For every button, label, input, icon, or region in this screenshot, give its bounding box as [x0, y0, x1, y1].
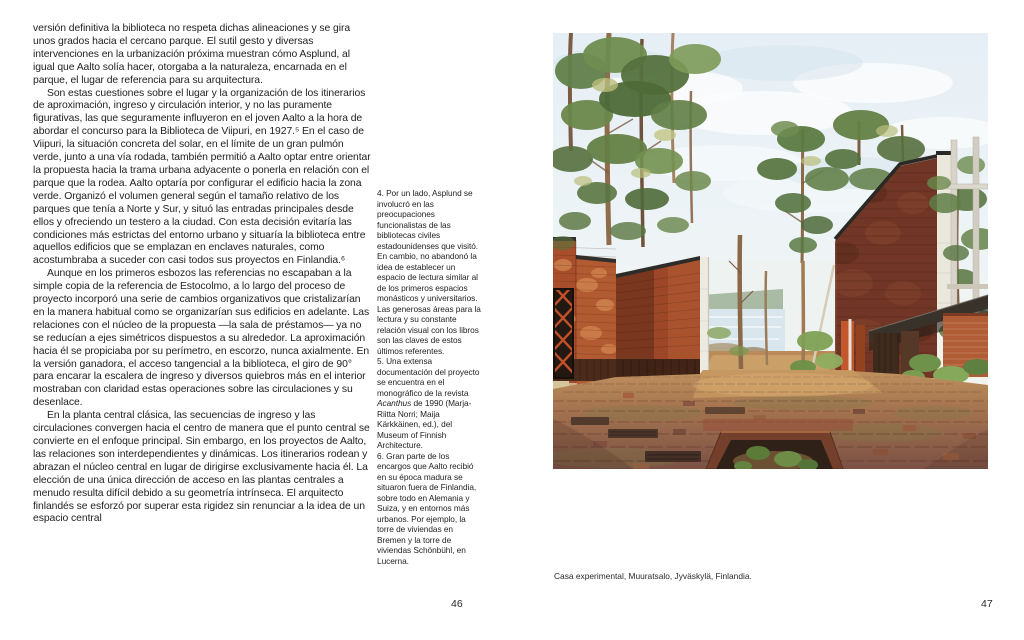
- footnote: 6. Gran parte de los encargos que Aalto recibió en su época madura se situaron fuera de Finlandia, sobre todo en Alemania y Suiza, y en entornos más urbanos. Por ejemplo, la torre de viviendas en Bremen y la torre de viviendas Schönbühl, en Lucerna.: [377, 450, 477, 566]
- body-paragraph: Aunque en los primeros esbozos las referencias no escapaban a la simple copia de la referencia de Estocolmo, a lo largo del proceso de proyecto incorporó una serie de cambios organizativos que cristalizarían en la manera habitual como se organizarían sus edificios en adelante. Las relaciones con el núcleo de la propuesta —la sala de préstamos— ya no se reducían a ejes simétricos dispuestos a su alrededor. La aproximación hacia él se propiciaba por su perímetro, en escorzo, nunca axialmente. En la versión ganadora, el acceso tangencial a la biblioteca, el giro de 90° para encarar la escalera de ingreso y diversos quiebros más en el interior mostraban con claridad estas operaciones sobre las circulaciones y su desenlace.: [33, 268, 370, 409]
- body-paragraph: Son estas cuestiones sobre el lugar y la organización de los itinerarios de aproximación, ingreso y circulación interior, y no las puramente figurativas, las que seguramente influyeron en el joven Aalto a la hora de abordar el concurso para la Biblioteca de Viipuri, en 1927.⁵ En el caso de Viipuri, la situación concreta del solar, en el límite de un gran pulmón verde, junto a una vía rodada, también permitió a Aalto optar entre orientar la propuesta hacia la trama urbana adyacente o ponerla en relación con el parque que la rodea. Aalto optaría por configurar el edificio hacia la zona verde. Organizó el volumen general según el tamaño relativo de los parques que tenía a Norte y Sur, y situó las entradas principales desde ellos y ofreciendo un testero a la ciudad. Con esta decisión evitaría las condiciones más estrictas del entorno urbano y situaría la biblioteca entre aquellos edificios que se emplazan en enclaves naturales, como acostumbraba a suceder con casi todos sus proyectos en Finlandia.⁶: [33, 87, 371, 267]
- footnote: 4. Por un lado, Asplund se involucró en las preocupaciones funcionalistas de las bibliotecas civiles estadounidenses que visitó. En cambio, no abandonó la idea de establecer un espacio de lectura similar al de los primeros espacios monásticos y universitarios. Las generosas áreas para la lectura y su constante relación visual con los libros son las claves de estos últimos referentes.: [377, 188, 481, 356]
- footnotes-column: [377, 188, 481, 566]
- white-pillar: [700, 257, 709, 379]
- body-text-column: [33, 23, 371, 526]
- lattice-window: [553, 281, 577, 378]
- page-number-left: 46: [451, 598, 463, 610]
- body-paragraph: En la planta central clásica, las secuencias de ingreso y las circulaciones convergen hacia el centro de manera que el punto central se convierte en el enfoque principal. Sin embargo, en los proyectos de Aalto, las relaciones son interdependientes y dinámicas. Los itinerarios rodean y abrazan el núcleo central en lugar de dirigirse exclusivamente hacia él. La elección de una única dirección de acceso en las plantas centrales a menudo resulta difícil debido a su geometría intrínseca. El arquitecto finlandés se esforzó por superar esta rigidez sin renunciar a la idea de un espacio central: [33, 410, 370, 525]
- photo-illustration: [553, 33, 988, 469]
- left-brick-wall: [553, 237, 617, 395]
- footnote: 5. Una extensa documentación del proyecto se encuentra en el monográfico de la revista Acanthus de 1990 (Marja-Riitta Norri; Maija Kärkkäinen, ed.), del Museum of Finnish Architecture.: [377, 356, 480, 450]
- page-number-right: 47: [981, 598, 993, 610]
- center-brick-wall: [616, 256, 709, 379]
- brick-test-panels: [841, 319, 865, 377]
- body-paragraph: versión definitiva la biblioteca no respeta dichas alineaciones y se gira unos grados hacia el cercano parque. El sutil gesto y diversas intervenciones en la urbanización próxima muestran cómo Asplund, al igual que Aalto solía hacer, otorgaba a la naturaleza, encarnada en el parque, el lugar de referencia para su arquitectura.: [33, 23, 351, 86]
- photo-muuratsalo: [553, 33, 988, 469]
- fire-pit: [703, 419, 853, 469]
- photo-caption: Casa experimental, Muuratsalo, Jyväskylä, Finlandia.: [554, 571, 752, 581]
